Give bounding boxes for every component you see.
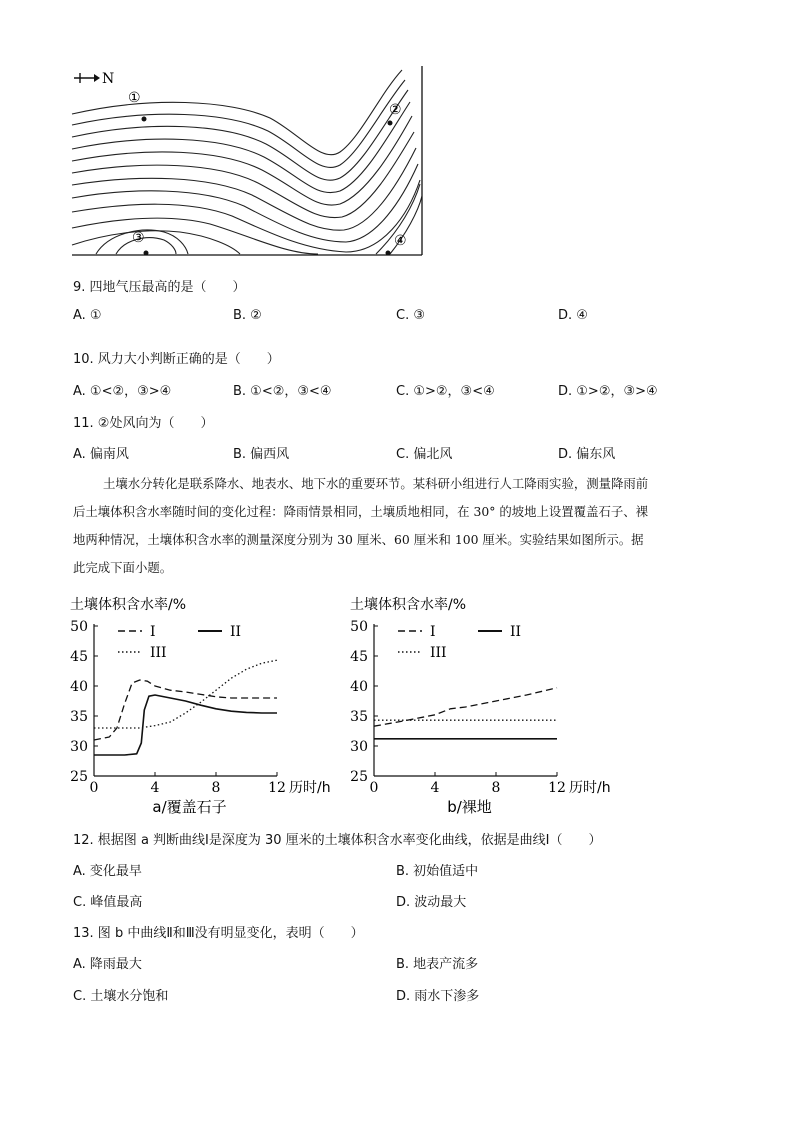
x-tick-label: 12 [268,780,286,796]
q9-option-c[interactable]: C. ③ [396,308,425,323]
y-axis-label: 土壤体积含水率/% [350,597,467,613]
q12-option-d[interactable]: D. 波动最大 [396,895,467,910]
point-4-label: ④ [394,233,407,249]
q11-option-d[interactable]: D. 偏东风 [558,447,616,462]
legend-label-I: I [150,624,156,640]
q9-option-a[interactable]: A. ① [73,308,102,323]
chart-a-covered-stones [60,590,360,815]
q10-option-d[interactable]: D. ①>②，③>④ [558,384,658,399]
point-1-dot [142,117,147,122]
y-tick-label: 40 [70,679,88,695]
x-tick-label: 4 [430,780,440,796]
q13-option-d[interactable]: D. 雨水下渗多 [396,989,480,1004]
point-2-dot [388,121,393,126]
passage [73,470,733,582]
y-tick-label: 30 [70,739,88,755]
y-tick-label: 40 [350,679,368,695]
point-1-label: ① [128,90,141,106]
y-tick-label: 50 [350,619,368,635]
series-line-I [374,688,557,726]
x-tick-label: 0 [369,780,379,796]
isobar-map [60,62,430,262]
chart-title: a/覆盖石子 [152,798,227,815]
y-tick-label: 25 [70,769,88,785]
question-9-stem: 9. 四地气压最高的是（ ） [73,280,246,295]
x-tick-label: 0 [89,780,99,796]
passage-line-4: 此完成下面小题。 [73,560,173,575]
x-tick-label: 8 [491,780,501,796]
x-tick-label: 12 [548,780,566,796]
question-10-stem: 10. 风力大小判断正确的是（ ） [73,352,280,367]
question-12-stem: 12. 根据图 a 判断曲线Ⅰ是深度为 30 厘米的土壤体积含水率变化曲线，依据是曲线Ⅰ（ ） [73,833,602,848]
legend-label-III: III [150,645,167,661]
point-4-dot [386,251,391,256]
y-tick-label: 45 [350,649,368,665]
y-tick-label: 45 [70,649,88,665]
q12-option-b[interactable]: B. 初始值适中 [396,864,479,879]
point-3-label: ③ [132,230,145,246]
x-tick-label: 4 [150,780,160,796]
q11-option-c[interactable]: C. 偏北风 [396,447,453,462]
passage-line-2: 后土壤体积含水率随时间的变化过程：降雨情景相同，土壤质地相同，在 30° 的坡地上设置覆盖石子、裸 [73,504,649,519]
north-arrow-icon [74,73,100,83]
y-tick-label: 25 [350,769,368,785]
passage-line-3: 地两种情况，土壤体积含水率的测量深度分别为 30 厘米、60 厘米和 100 厘米。实验结果如图所示。据 [73,532,644,547]
q13-option-a[interactable]: A. 降雨最大 [73,957,142,972]
legend-label-II: II [510,624,522,640]
x-axis-label: 历时/h [569,780,611,796]
y-tick-label: 35 [350,709,368,725]
series-line-II [94,695,277,755]
q10-option-c[interactable]: C. ①>②，③<④ [396,384,495,399]
north-label: N [102,71,115,87]
q10-option-a[interactable]: A. ①<②，③>④ [73,384,172,399]
q13-option-b[interactable]: B. 地表产流多 [396,957,479,972]
passage-line-1: 土壤水分转化是联系降水、地表水、地下水的重要环节。某科研小组进行人工降雨实验，测量降雨前 [103,476,649,491]
legend-label-I: I [430,624,436,640]
q11-option-b[interactable]: B. 偏西风 [233,447,290,462]
q13-option-c[interactable]: C. 土壤水分饱和 [73,989,169,1004]
question-11-stem: 11. ②处风向为（ ） [73,416,214,431]
legend-label-III: III [430,645,447,661]
series-line-III [94,660,277,728]
y-tick-label: 50 [70,619,88,635]
q12-option-c[interactable]: C. 峰值最高 [73,895,143,910]
q9-option-d[interactable]: D. ④ [558,308,588,323]
point-3-dot [144,251,149,256]
y-axis-label: 土壤体积含水率/% [70,597,187,613]
series-line-I [94,680,277,740]
point-2-label: ② [389,102,402,118]
q12-option-a[interactable]: A. 变化最早 [73,864,142,879]
q10-option-b[interactable]: B. ①<②，③<④ [233,384,332,399]
q11-option-a[interactable]: A. 偏南风 [73,447,129,462]
chart-title: b/裸地 [447,798,492,815]
x-tick-label: 8 [211,780,221,796]
q9-option-b[interactable]: B. ② [233,308,262,323]
legend-label-II: II [230,624,242,640]
y-tick-label: 30 [350,739,368,755]
y-tick-label: 35 [70,709,88,725]
chart-b-bare-land [340,590,640,815]
question-13-stem: 13. 图 b 中曲线Ⅱ和Ⅲ没有明显变化，表明（ ） [73,926,364,941]
x-axis-label: 历时/h [289,780,331,796]
